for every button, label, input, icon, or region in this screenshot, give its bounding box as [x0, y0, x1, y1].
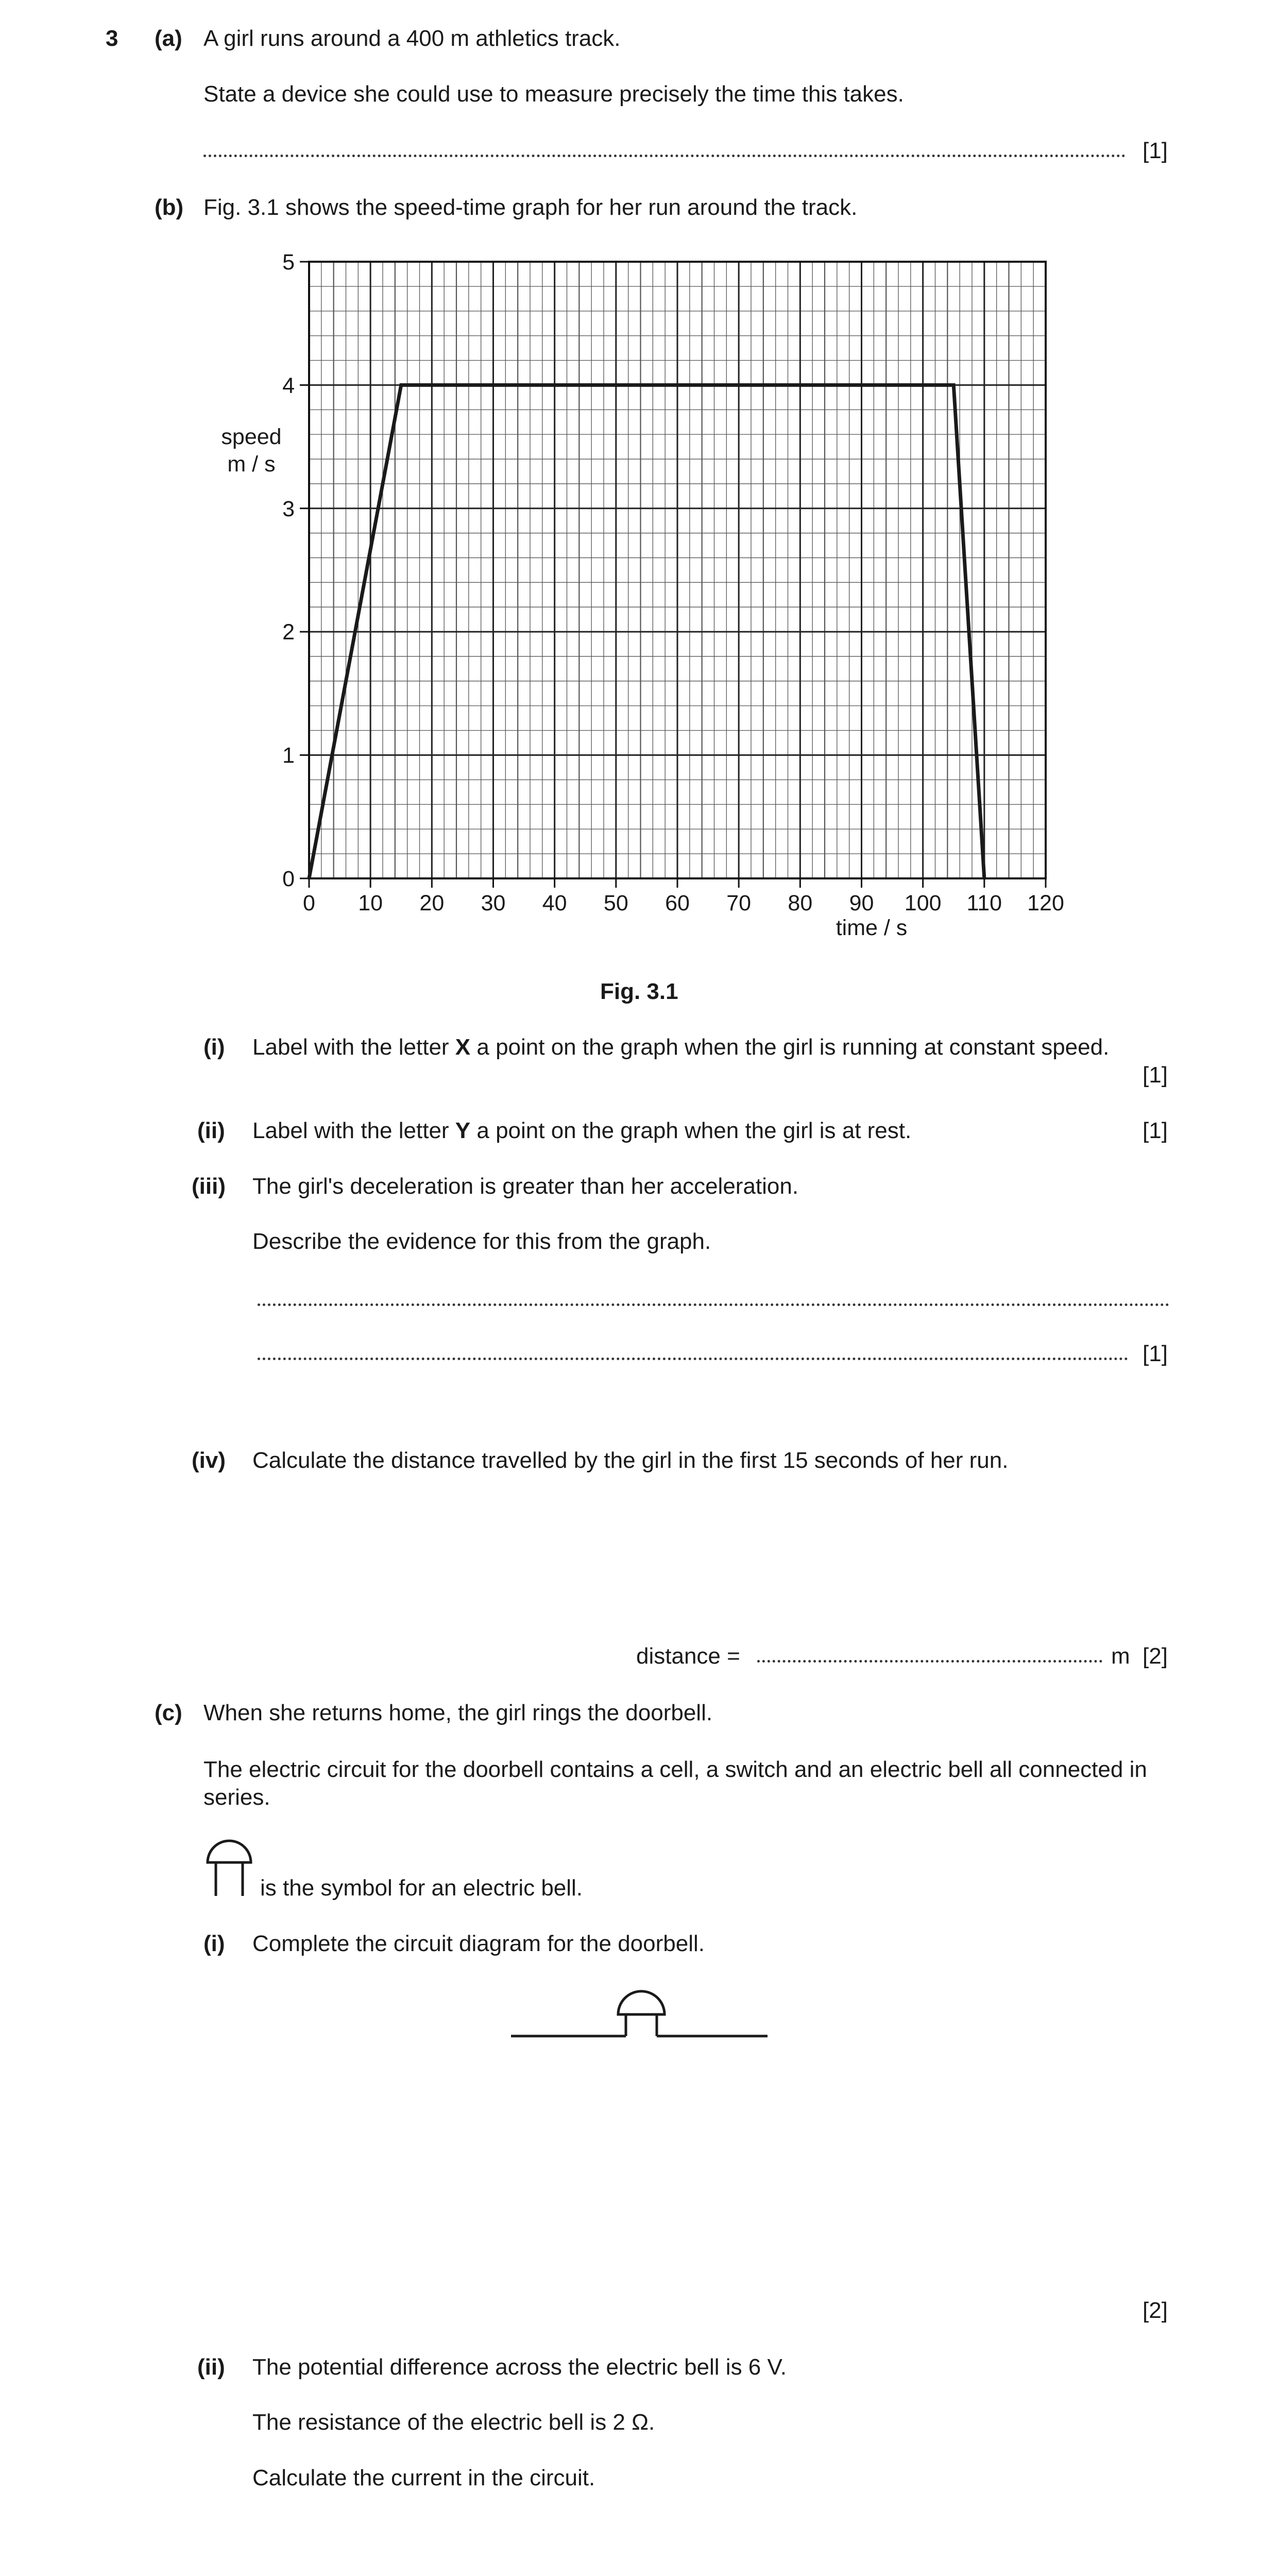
x-tick-label: 110 — [966, 891, 1002, 916]
question-number: 3 — [106, 26, 118, 51]
part-b-iii-label: (iii) — [192, 1174, 226, 1199]
answer-line-b-iii-1[interactable] — [258, 1303, 1169, 1306]
x-tick-label: 0 — [303, 891, 315, 916]
mark-c-i: [2] — [1143, 2298, 1168, 2323]
part-b-i-pre: Label with the letter — [252, 1035, 455, 1060]
part-c-ii-instruction: Calculate the current in the circuit. — [252, 2465, 595, 2490]
part-c-description: The electric circuit for the doorbell contains a cell, a switch and an electric bell all connected in series. — [203, 1757, 1147, 1810]
x-tick-label: 20 — [419, 891, 445, 916]
mark-b-iv: [2] — [1143, 1643, 1168, 1669]
x-tick-label: 50 — [603, 891, 628, 916]
x-tick-label: 40 — [542, 891, 567, 916]
distance-answer-line[interactable] — [757, 1660, 1102, 1663]
part-b-i-post: a point on the graph when the girl is running at constant speed. — [470, 1035, 1110, 1060]
mark-b-i: [1] — [1143, 1062, 1168, 1088]
part-c-ii-label: (ii) — [197, 2354, 225, 2380]
part-b-ii-pre: Label with the letter — [252, 1118, 455, 1143]
x-axis-label: time / s — [836, 916, 908, 940]
x-tick-label: 70 — [726, 891, 752, 916]
speed-time-graph — [0, 0, 1278, 940]
part-b-label: (b) — [155, 195, 184, 220]
part-b-ii-text — [252, 1118, 911, 1144]
x-tick-label: 30 — [481, 891, 506, 916]
part-c-label: (c) — [155, 1700, 182, 1725]
x-tick-label: 120 — [1027, 891, 1064, 916]
figure-caption: Fig. 3.1 — [600, 979, 678, 1004]
part-c-ii-text: The potential difference across the electric bell is 6 V. — [252, 2354, 787, 2380]
y-axis-unit: m / s — [227, 452, 276, 477]
distance-prefix: distance = — [636, 1643, 740, 1669]
part-a-text: A girl runs around a 400 m athletics track. — [203, 26, 621, 51]
part-c-ii-resistance: The resistance of the electric bell is 2 Ω. — [252, 2410, 655, 2435]
doorbell-circuit-diagram — [507, 1986, 775, 2053]
mark-b-iii: [1] — [1143, 1341, 1168, 1366]
part-a-label: (a) — [155, 26, 182, 51]
mark-b-ii: [1] — [1143, 1118, 1168, 1143]
y-tick-label: 0 — [282, 867, 295, 891]
y-tick-label: 5 — [282, 250, 295, 275]
part-b-iv-text: Calculate the distance travelled by the girl in the first 15 seconds of her run. — [252, 1448, 1009, 1473]
part-b-iv-label: (iv) — [192, 1448, 226, 1473]
x-tick-label: 100 — [904, 891, 942, 916]
x-tick-label: 90 — [849, 891, 874, 916]
y-tick-label: 2 — [282, 620, 295, 645]
mark-a: [1] — [1143, 138, 1168, 163]
x-tick-label: 60 — [665, 891, 690, 916]
part-b-ii-post: a point on the graph when the girl is at rest. — [470, 1118, 912, 1143]
part-b-iii-instruction: Describe the evidence for this from the graph. — [252, 1229, 711, 1254]
part-b-iii-text: The girl's deceleration is greater than her acceleration. — [252, 1174, 799, 1199]
bell-symbol-text: is the symbol for an electric bell. — [260, 1875, 583, 1901]
distance-unit: m — [1111, 1643, 1130, 1669]
y-axis-label: speed — [221, 425, 282, 449]
bell-symbol-icon — [203, 1837, 255, 1899]
part-b-i-text — [252, 1035, 1109, 1061]
part-c-i-text: Complete the circuit diagram for the doorbell. — [252, 1931, 705, 1956]
part-a-instruction: State a device she could use to measure precisely the time this takes. — [203, 81, 904, 107]
y-tick-label: 4 — [282, 373, 295, 398]
x-tick-label: 10 — [358, 891, 383, 916]
y-tick-labels — [282, 250, 309, 891]
part-b-i-label: (i) — [203, 1035, 225, 1060]
y-tick-label: 3 — [282, 496, 295, 521]
part-c-text: When she returns home, the girl rings the doorbell. — [203, 1700, 713, 1725]
letter-x: X — [455, 1035, 471, 1060]
y-tick-label: 1 — [282, 743, 295, 768]
part-b-intro: Fig. 3.1 shows the speed-time graph for her run around the track. — [203, 195, 858, 220]
part-c-i-label: (i) — [203, 1931, 225, 1956]
answer-line-b-iii-2[interactable] — [258, 1358, 1128, 1360]
part-b-ii-label: (ii) — [197, 1118, 225, 1143]
letter-y: Y — [455, 1118, 471, 1143]
x-tick-labels — [303, 878, 1064, 916]
x-tick-label: 80 — [788, 891, 813, 916]
